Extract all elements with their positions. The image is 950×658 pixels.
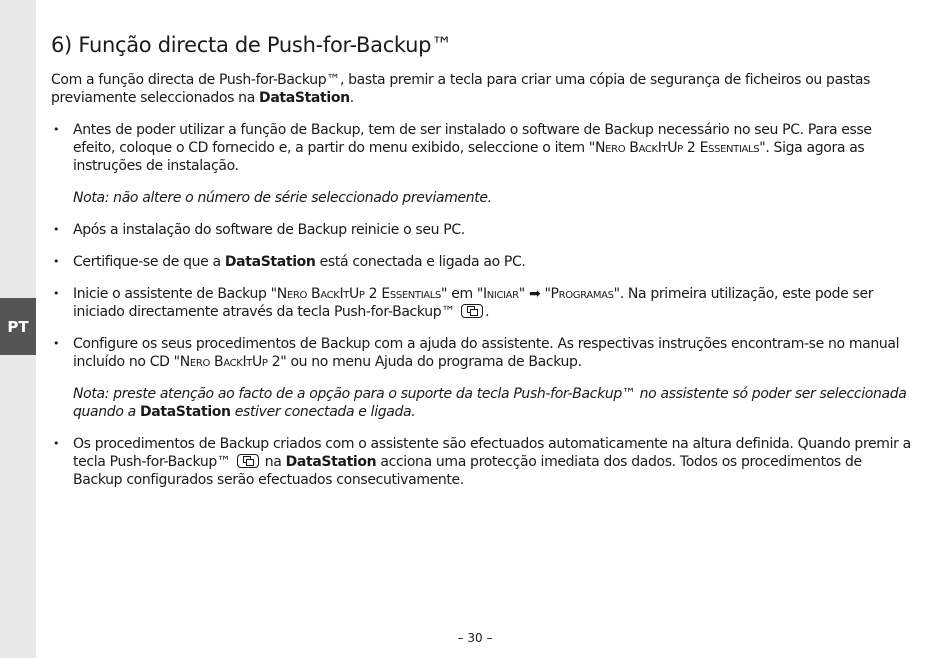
instruction-list	[51, 121, 911, 489]
brand-datastation: DataStation	[224, 254, 316, 270]
note: Nota: preste atenção ao facto de a opção para o suporte da tecla Push-for-Backup™ no assistente só poder ser seleccionada quando a DataStation estiver conectada e ligada.	[73, 386, 907, 420]
language-tab: PT	[0, 298, 36, 355]
page-number: – 30 –	[457, 631, 493, 645]
brand-datastation: DataStation	[259, 90, 350, 106]
brand-datastation: DataStation	[140, 404, 231, 420]
section-title: 6) Função directa de Push-for-Backup™	[51, 33, 452, 57]
backup-key-icon	[237, 454, 259, 468]
note: Nota: não altere o número de série seleccionado previamente.	[73, 190, 492, 206]
backup-key-icon	[461, 304, 483, 318]
intro-paragraph: Com a função directa de Push-for-Backup™, basta premir a tecla para criar uma cópia de segurança de ficheiros ou pastas previamente seleccionados na DataStation.	[51, 72, 871, 106]
list-item: • Configure os seus procedimentos de Backup com a ajuda do assistente. As respectivas instruções encontram-se no manual incluído no CD "Nero BackItUp 2" ou no menu Ajuda do programa de Backup. Nota: preste atenção ao facto de a opção para o suporte da tecla Push-for-Backup™ no assistente só poder ser seleccionada quando a DataStation estiver conectada e ligada.	[51, 335, 911, 421]
list-item: • Os procedimentos de Backup criados com o assistente são efectuados automaticamente na altura definida. Quando premir a tecla Push-for-Backup™ na DataStation acciona uma protecção imediata dos dados. Todos os procedimentos de Backup configurados serão efectuados consecutivamente.	[51, 435, 911, 489]
page-content	[51, 30, 911, 503]
brand-datastation: DataStation	[285, 454, 377, 470]
list-item: • Antes de poder utilizar a função de Backup, tem de ser instalado o software de Backup necessário no seu PC. Para esse efeito, coloque o CD fornecido e, a partir do menu exibido, seleccione o item "Nero BackItUp 2 Essentials". Siga agora as instruções de instalação. Nota: não altere o número de série seleccionado previamente.	[51, 121, 911, 207]
list-item: • Inicie o assistente de Backup "Nero BackItUp 2 Essentials" em "Iniciar" ➡ "Programas". Na primeira utilização, este pode ser iniciado directamente através da tecla Push-for-Backup™ .	[51, 285, 911, 321]
list-item: • Certifique-se de que a DataStation está conectada e ligada ao PC.	[51, 253, 911, 271]
list-item: • Após a instalação do software de Backup reinicie o seu PC.	[51, 221, 911, 239]
